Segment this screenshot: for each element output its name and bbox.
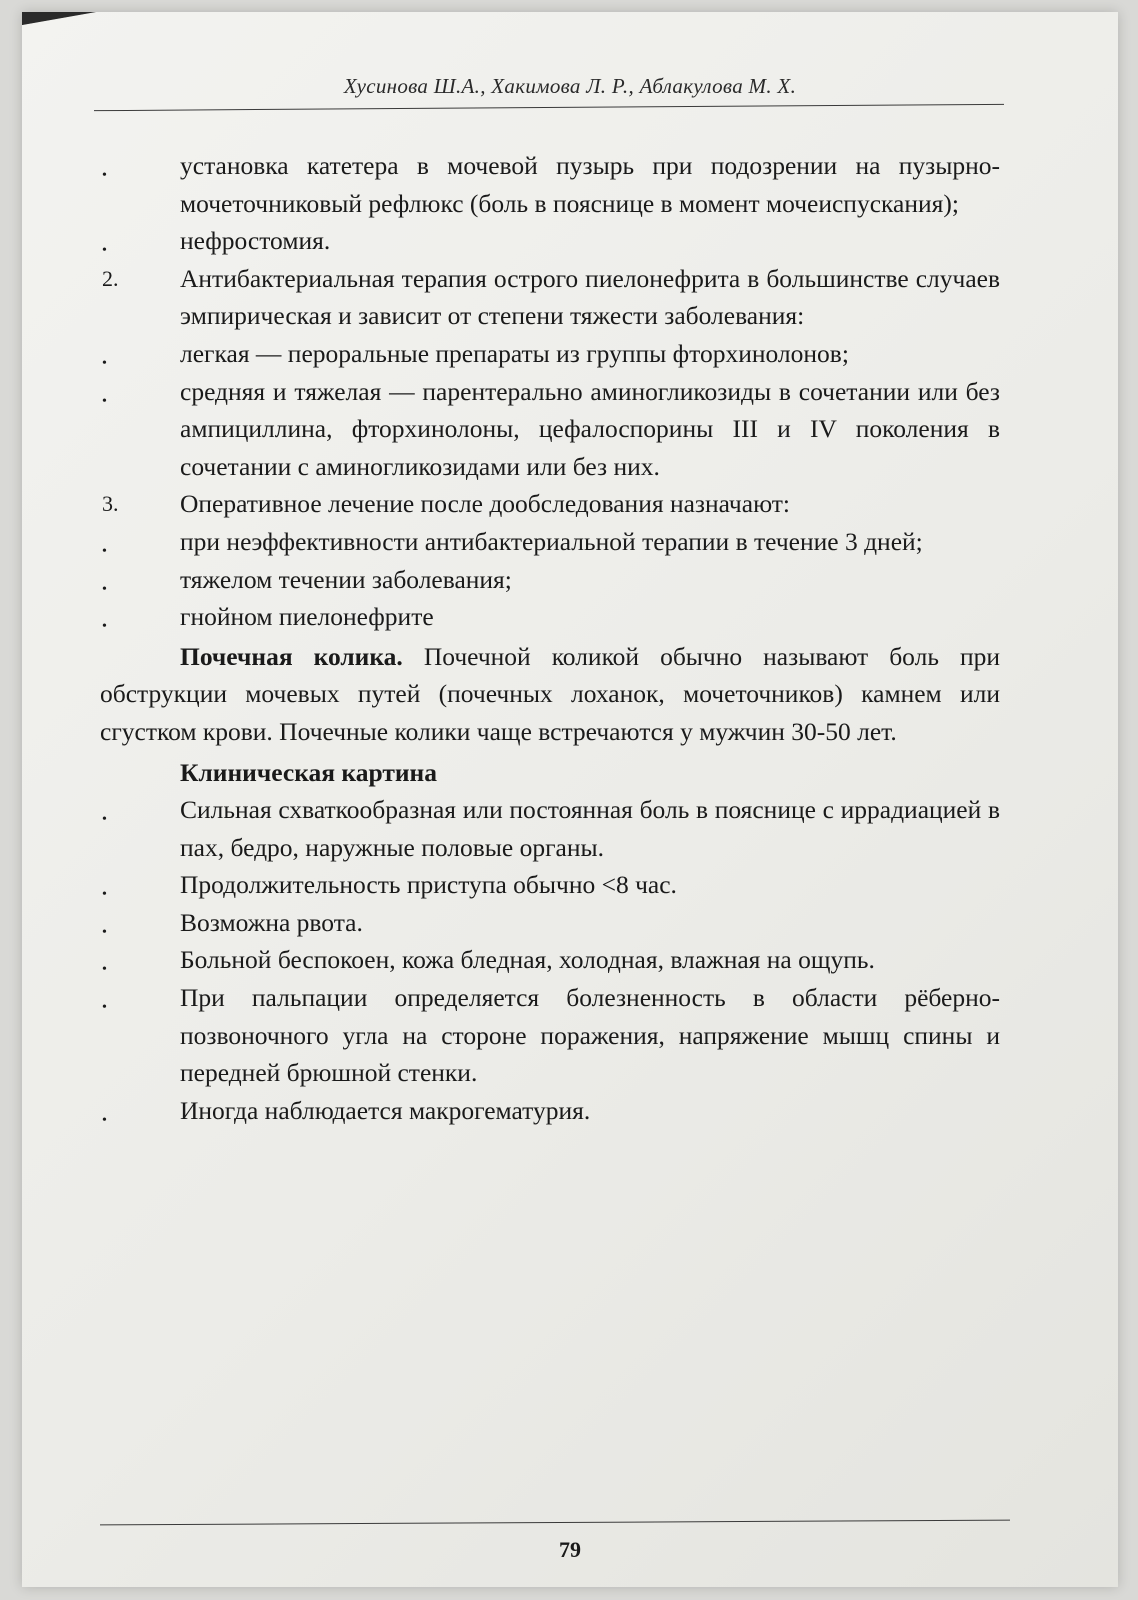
page-body [100,147,1000,1129]
list-item [100,941,1000,979]
scan-corner-mark [22,12,112,42]
list-item-text: при неэффективности антибактериальной терапии в течение 3 дней; [180,526,923,556]
bullet-marker: • [102,393,107,409]
numbered-item-text: Оперативное лечение после дообследования назначают: [180,489,791,519]
item-number: 3. [102,491,119,517]
list-item [100,335,1000,373]
bullet-marker: • [102,924,107,940]
list-item [100,373,1000,486]
numbered-item-3 [100,485,1000,523]
list-item [100,598,1000,636]
list-item-text: Больной беспокоен, кожа бледная, холодная, влажная на ощупь. [180,945,875,975]
bullet-marker: • [102,581,107,597]
list-item [100,222,1000,260]
bullet-marker: • [102,619,107,635]
list-item [100,904,1000,942]
list-item-text: Продолжительность приступа обычно <8 час. [180,870,677,900]
list-item-text: установка катетера в мочевой пузырь при подозрении на пузырно-мочеточниковый рефлюкс (боль в пояснице в момент мочеиспускания); [180,151,1000,218]
bullet-marker: • [102,812,107,828]
list-item-text: Сильная схваткообразная или постоянная боль в пояснице с иррадиацией в пах, бедро, наружные половые органы. [180,795,1000,862]
bullet-marker: • [102,543,107,559]
header-rule [94,104,1004,111]
page-number: 79 [559,1537,581,1562]
list-item-text: гнойном пиелонефрите [180,602,434,632]
renal-colic-text: Почечной коликой обычно называют боль при обструкции мочевых путей (почечных лоханок, мочеточников) камнем или сгустком крови. Почечные колики чаще встречаются у мужчин 30-50 лет. [100,641,1000,746]
section-heading: Клиническая картина [180,757,437,787]
list-item-text: При пальпации определяется болезненность в области рёберно-позвоночного угла на стороне поражения, напряжение мышц спины и передней брюшной стенки. [180,983,1000,1088]
list-item-text: тяжелом течении заболевания; [180,564,512,594]
renal-colic-term: Почечная колика. [180,641,403,671]
list-item-text: средняя и тяжелая — парентерально аминогликозиды в сочетании или без ампициллина, фторхинолоны, цефалоспорины III и IV поколения в сочетании с аминогликозидами или без них. [180,376,1001,481]
list-item-text: нефростомия. [180,226,331,256]
list-item [100,791,1000,866]
bullet-marker: • [102,962,107,978]
footer-rule [100,1520,1010,1526]
list-item [100,147,1000,222]
list-item [100,561,1000,599]
document-page [22,12,1118,1587]
bullet-marker: • [102,1000,107,1016]
numbered-item-2 [100,260,1000,335]
list-item-text: Иногда наблюдается макрогематурия. [180,1095,591,1125]
bullet-marker: • [102,168,107,183]
bullet-marker: • [102,355,107,371]
list-item [100,866,1000,904]
item-number: 2. [102,265,119,291]
bullet-marker: • [102,1112,107,1128]
list-item-text: Возможна рвота. [180,907,363,937]
bullet-marker: • [102,243,107,259]
list-item [100,523,1000,561]
running-header: Хусинова Ш.А., Хакимова Л. Р., Аблакулова М. Х. [343,74,797,98]
renal-colic-paragraph [100,638,1000,751]
list-item-text: легкая — пероральные препараты из группы фторхинолонов; [180,338,849,368]
numbered-item-text: Антибактериальная терапия острого пиелонефрита в большинстве случаев эмпирическая и зависит от степени тяжести заболевания: [180,263,1000,331]
list-item [100,979,1000,1092]
bullet-marker: • [102,887,107,903]
list-item [100,1092,1000,1130]
